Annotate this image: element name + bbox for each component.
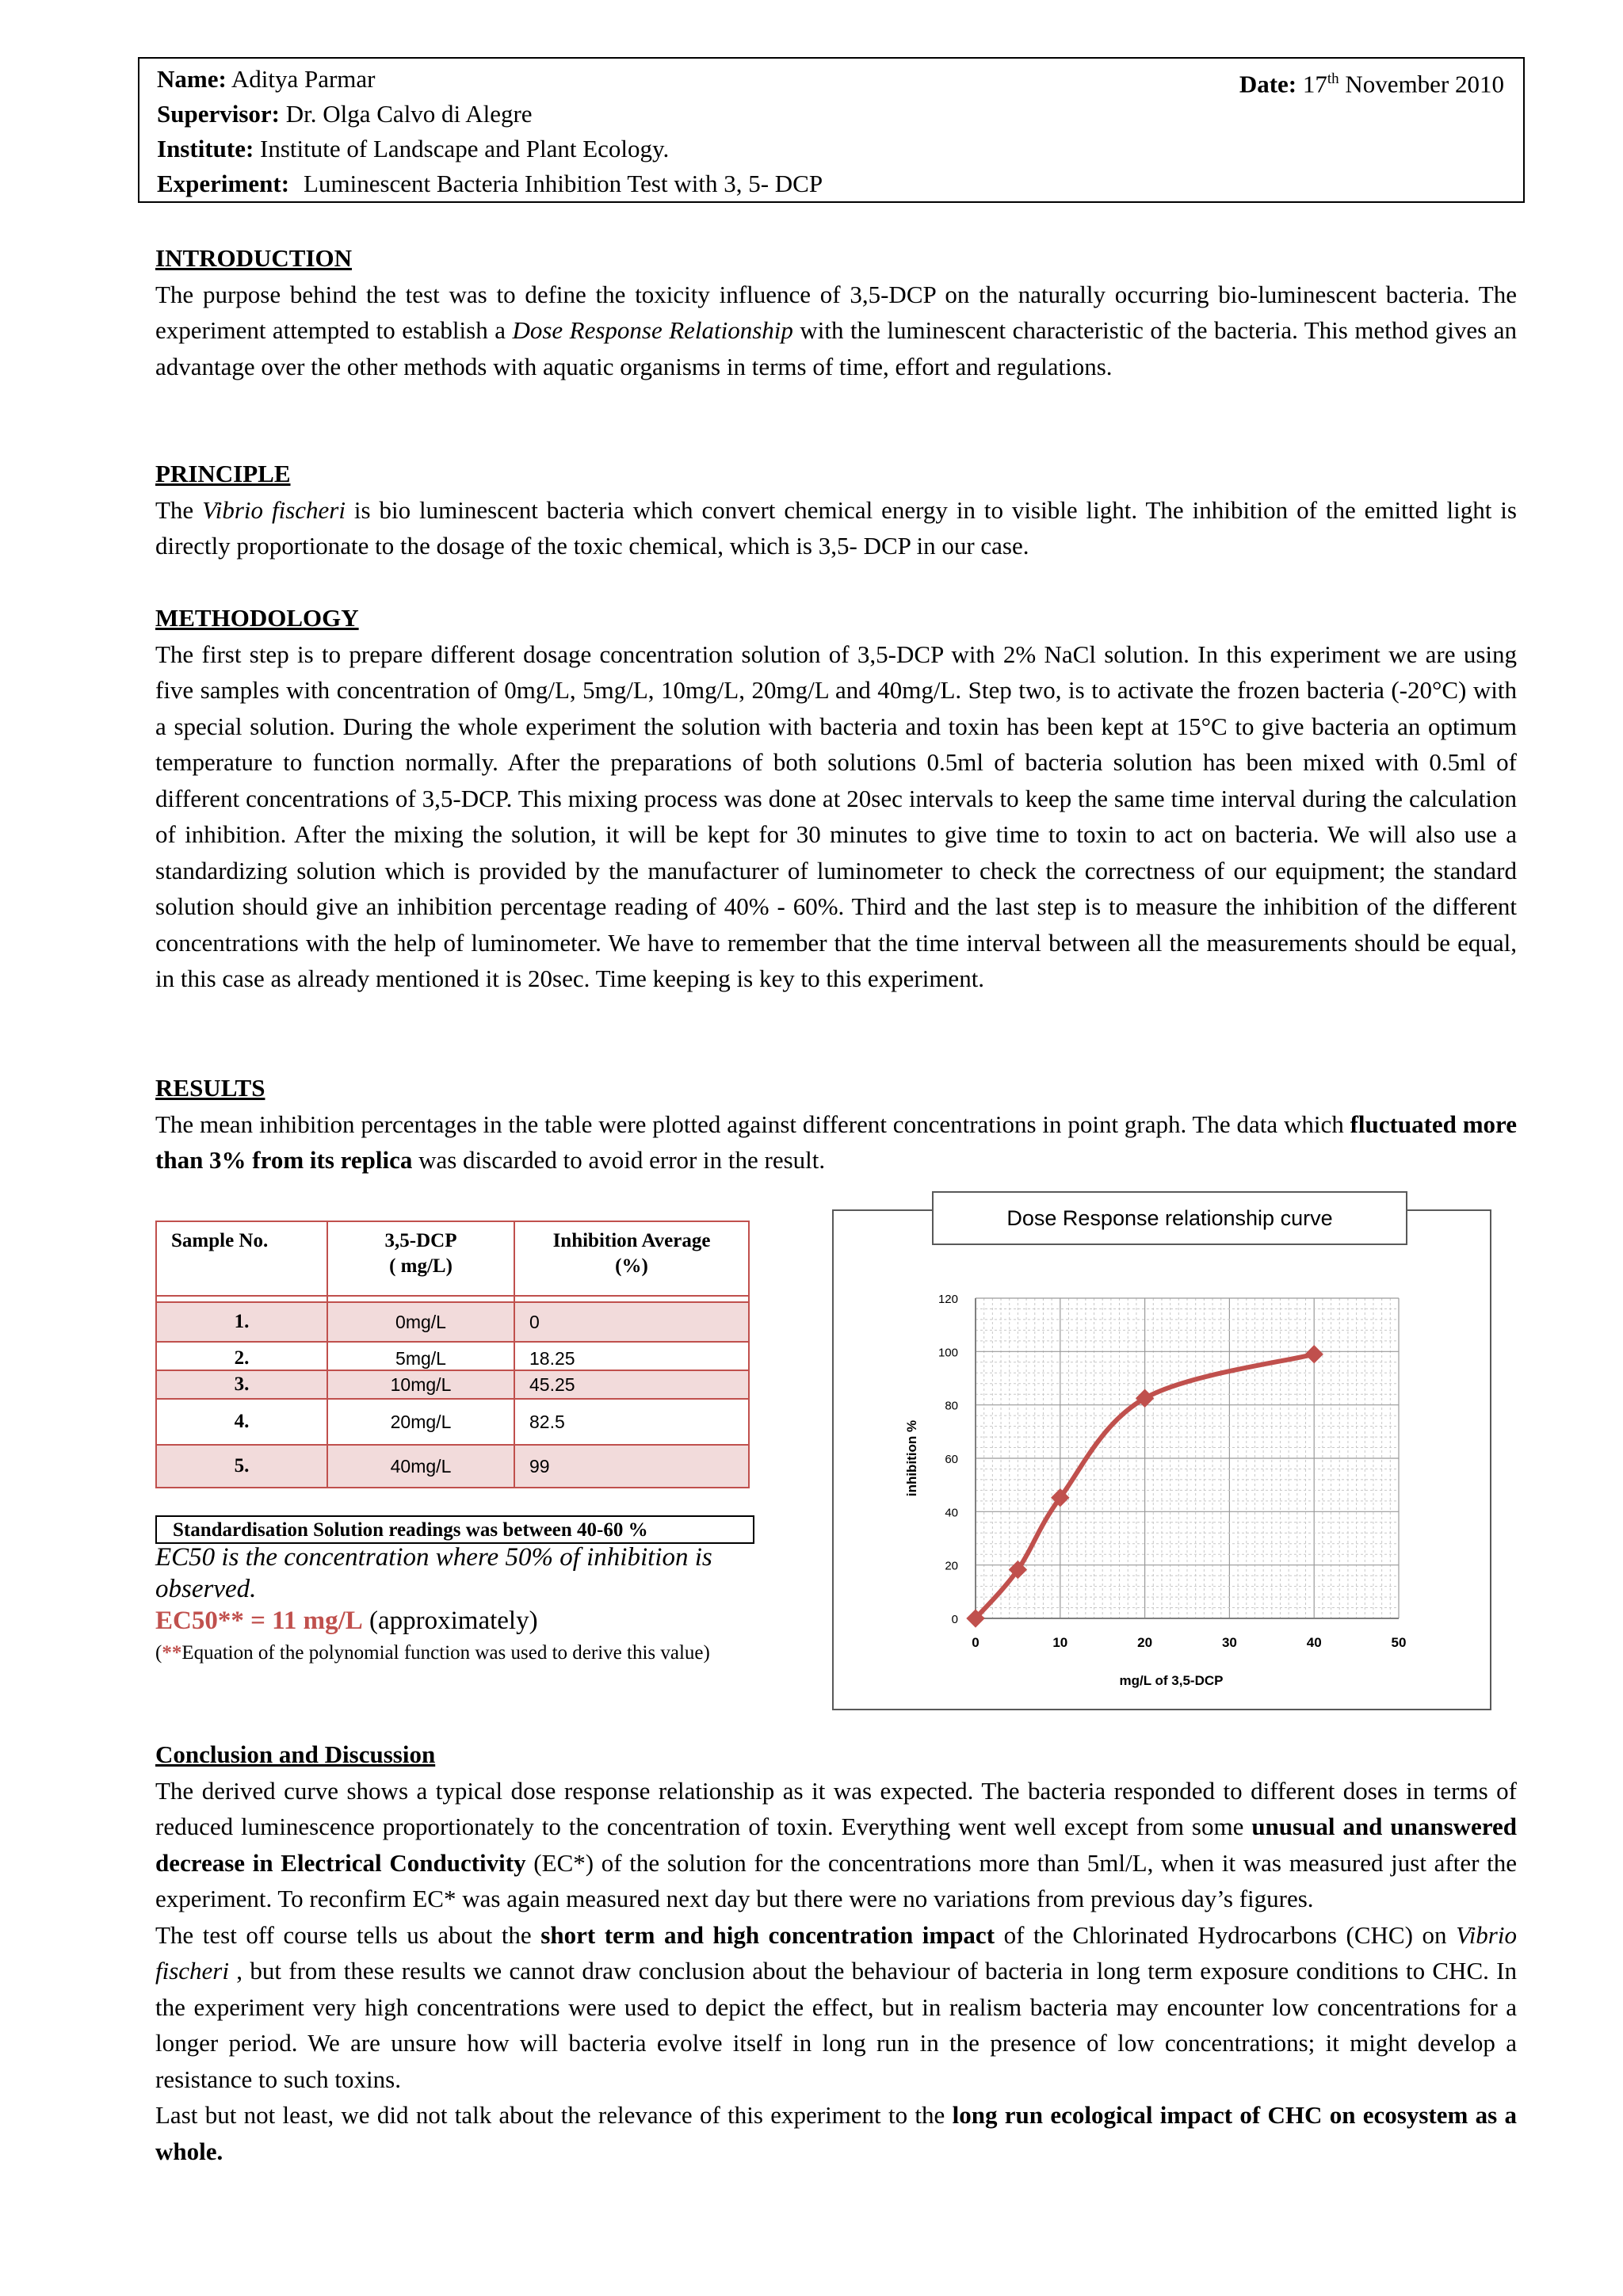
header-inhibition xyxy=(514,1221,749,1296)
results-text-1: The mean inhibition percentages in the table were plotted against different concentrations in point graph. The data which xyxy=(155,1110,1350,1138)
supervisor-label: Supervisor: xyxy=(157,100,280,128)
inhibition: 0 xyxy=(514,1302,749,1342)
concentration: 40mg/L xyxy=(327,1445,514,1488)
experiment-label: Experiment: xyxy=(157,170,290,197)
header-dcp-line1: 3,5-DCP xyxy=(384,1230,457,1251)
header-inhibition-line2: (%) xyxy=(615,1255,648,1277)
date-rest: November 2010 xyxy=(1338,70,1504,98)
table-row xyxy=(156,1302,749,1342)
principle-text-2: is bio luminescent bacteria which convert chemical energy in to visible light. The inhibition of the emitted light is directly proportionate to the dosage of the toxic chemical, which is 3,5- DCP in our case. xyxy=(155,495,1517,560)
inhibition-table xyxy=(155,1221,750,1488)
introduction-text xyxy=(155,277,1517,385)
introduction-text-2: with the luminescent characteristic of the bacteria. This method gives an advantage over the other methods with aquatic organisms in terms of time, effort and regulations. xyxy=(155,316,1517,380)
x-tick-label: 20 xyxy=(1137,1635,1153,1650)
table-row xyxy=(156,1399,749,1445)
institute-row xyxy=(157,132,1506,166)
header-inhibition-line1: Inhibition Average xyxy=(552,1230,711,1251)
y-tick-label: 100 xyxy=(938,1346,958,1360)
institute-value: Institute of Landscape and Plant Ecology. xyxy=(254,135,670,162)
x-axis-label: mg/L of 3,5-DCP xyxy=(1119,1673,1224,1688)
methodology-heading: METHODOLOGY xyxy=(155,604,359,632)
x-tick-label: 10 xyxy=(1052,1635,1068,1650)
conclusion-p2-text-3: , but from these results we cannot draw conclusion about the behaviour of bacteria in long term exposure conditions to CHC. In the experiment very high concentrations were used to depict the effect, but in realism bacteria may encounter low concentrations for a longer period. We are unsure how will bacteria evolve itself in long run in the presence of low concentrations; it might develop a resistance to such toxins. xyxy=(155,1957,1517,2093)
experiment-value: Luminescent Bacteria Inhibition Test with 3, 5- DCP xyxy=(304,170,823,197)
concentration: 0mg/L xyxy=(327,1302,514,1342)
name-label: Name: xyxy=(157,65,227,93)
ec50-note-red: ** xyxy=(162,1642,182,1664)
y-tick-label: 0 xyxy=(951,1613,958,1626)
concentration: 10mg/L xyxy=(327,1370,514,1399)
conclusion-p1-bold: unusual and unanswered decrease in Electrical Conductivity xyxy=(155,1813,1517,1877)
conclusion-p2-text-2: of the Chlorinated Hydrocarbons (CHC) on xyxy=(995,1920,1457,1949)
conclusion-p3-text-1: Last but not least, we did not talk about the relevance of this experiment to the xyxy=(155,2101,953,2129)
name-value: Aditya Parmar xyxy=(226,65,376,93)
table-row xyxy=(156,1370,749,1399)
date-day: 17 xyxy=(1296,70,1327,98)
inhibition: 82.5 xyxy=(514,1399,749,1445)
conclusion-p1 xyxy=(155,1773,1517,1917)
name-row xyxy=(157,62,1506,97)
inhibition: 45.25 xyxy=(514,1370,749,1399)
ec50-note-open: ( xyxy=(155,1642,162,1664)
date-label: Date: xyxy=(1239,70,1297,98)
supervisor-value: Dr. Olga Calvo di Alegre xyxy=(280,100,533,128)
ec50-note xyxy=(155,1637,789,1670)
header-sample-no: Sample No. xyxy=(156,1221,327,1296)
sample-no: 3. xyxy=(156,1370,327,1399)
results-text-bold: fluctuated more than 3% from its replica xyxy=(155,1110,1517,1174)
sample-no: 5. xyxy=(156,1445,327,1488)
standardisation-note: Standardisation Solution readings was between 40-60 % xyxy=(155,1515,754,1544)
chart-title: Dose Response relationship curve xyxy=(932,1191,1407,1245)
introduction-text-1: The purpose behind the test was to define the toxicity influence of 3,5-DCP on the naturally occurring bio-luminescent bacteria. The experiment attempted to establish a xyxy=(155,280,1517,344)
table-row xyxy=(156,1342,749,1370)
introduction-heading: INTRODUCTION xyxy=(155,244,353,272)
conclusion-p2 xyxy=(155,1917,1517,2098)
y-tick-label: 120 xyxy=(938,1293,958,1306)
inhibition: 99 xyxy=(514,1445,749,1488)
conclusion-p2-text-1: The test off course tells us about the xyxy=(155,1920,541,1949)
conclusion-p2-em: Vibrio fischeri xyxy=(155,1920,1517,1985)
experiment-row xyxy=(157,166,1506,201)
methodology-section xyxy=(155,600,1517,997)
header-box xyxy=(138,57,1525,203)
x-tick-label: 30 xyxy=(1221,1635,1237,1650)
ec50-note-text: Equation of the polynomial function was used to derive this value) xyxy=(181,1642,710,1664)
x-tick-label: 0 xyxy=(972,1635,980,1650)
ec50-value-rest: (approximately) xyxy=(362,1606,538,1635)
conclusion-p1-rest: (EC*) of the solution for the concentrations more than 5ml/L, when it was measured just after the experiment. To reconfirm EC* was again measured next day but there were no variations from previous day’s figures. xyxy=(155,1848,1517,1912)
introduction-section xyxy=(155,240,1517,384)
results-heading: RESULTS xyxy=(155,1074,265,1102)
table-header-row xyxy=(156,1221,749,1296)
y-tick-label: 60 xyxy=(945,1453,958,1466)
supervisor-row xyxy=(157,97,1506,132)
results-text xyxy=(155,1106,1517,1179)
conclusion-section xyxy=(155,1736,1517,2169)
conclusion-p3 xyxy=(155,2097,1517,2169)
principle-section xyxy=(155,456,1517,564)
y-tick-label: 80 xyxy=(945,1399,958,1413)
principle-heading: PRINCIPLE xyxy=(155,460,291,487)
x-tick-label: 50 xyxy=(1391,1635,1407,1650)
concentration: 5mg/L xyxy=(327,1342,514,1370)
principle-text-em: Vibrio fischeri xyxy=(202,495,346,524)
header-dcp-line2: ( mg/L) xyxy=(389,1255,453,1277)
ec50-definition: EC50 is the concentration where 50% of inhibition is observed. xyxy=(155,1543,712,1603)
table-row xyxy=(156,1445,749,1488)
methodology-text: The first step is to prepare different dosage concentration solution of 3,5-DCP with 2% NaCl solution. In this experiment we are using five samples with concentration of 0mg/L, 5mg/L, 10mg/L, 20mg/L and 40mg/L. Step two, is to activate the frozen bacteria (-20°C) with a special solution. During the whole experiment the solution with bacteria and toxin has been kept at 15°C to give bacteria an optimum temperature to function normally. After the preparations of both solutions 0.5ml of bacteria solution has been mixed with 0.5ml of different concentrations of 3,5-DCP. This mixing process was done at 20sec intervals to keep the same time interval during the calculation of inhibition. After the mixing the solution, it will be kept for 30 minutes to give time to toxin to act on bacteria. We will also use a standardizing solution which is provided by the manufacturer of luminometer to check the correctness of our equipment; the standard solution should give an inhibition percentage reading of 40% - 60%. Third and the last step is to measure the inhibition of the different concentrations with the help of luminometer. We have to remember that the time interval between all the measurements should be equal, in this case as already mentioned it is 20sec. Time keeping is key to this experiment. xyxy=(155,640,1517,992)
x-tick-label: 40 xyxy=(1306,1635,1322,1650)
conclusion-p3-bold: long run ecological impact of CHC on ecosystem as a whole. xyxy=(155,2101,1517,2165)
y-tick-label: 20 xyxy=(945,1559,958,1573)
ec50-value xyxy=(155,1605,789,1637)
y-axis-label: inhibition % xyxy=(904,1419,919,1497)
conclusion-p1-text: The derived curve shows a typical dose response relationship as it was expected. The bacteria responded to different doses in terms of reduced luminescence proportionately to the concentration of toxin. Everything went well except from some xyxy=(155,1776,1517,1840)
results-section xyxy=(155,1070,1517,1179)
introduction-text-em: Dose Response Relationship xyxy=(512,316,793,344)
header-dcp xyxy=(327,1221,514,1296)
sample-no: 2. xyxy=(156,1342,327,1370)
concentration: 20mg/L xyxy=(327,1399,514,1445)
y-tick-label: 40 xyxy=(945,1506,958,1520)
conclusion-heading: Conclusion and Discussion xyxy=(155,1740,436,1768)
ec50-block xyxy=(155,1541,789,1670)
conclusion-p2-bold: short term and high concentration impact xyxy=(540,1920,995,1949)
principle-text-1: The xyxy=(155,495,203,524)
date-sup: th xyxy=(1327,71,1339,87)
chart-frame xyxy=(832,1209,1491,1710)
date xyxy=(1239,62,1504,101)
institute-label: Institute: xyxy=(157,135,254,162)
ec50-value-red: EC50** = 11 mg/L xyxy=(155,1606,363,1635)
principle-text xyxy=(155,492,1517,564)
sample-no: 4. xyxy=(156,1399,327,1445)
inhibition: 18.25 xyxy=(514,1342,749,1370)
results-text-2: was discarded to avoid error in the result. xyxy=(412,1146,826,1174)
sample-no: 1. xyxy=(156,1302,327,1342)
